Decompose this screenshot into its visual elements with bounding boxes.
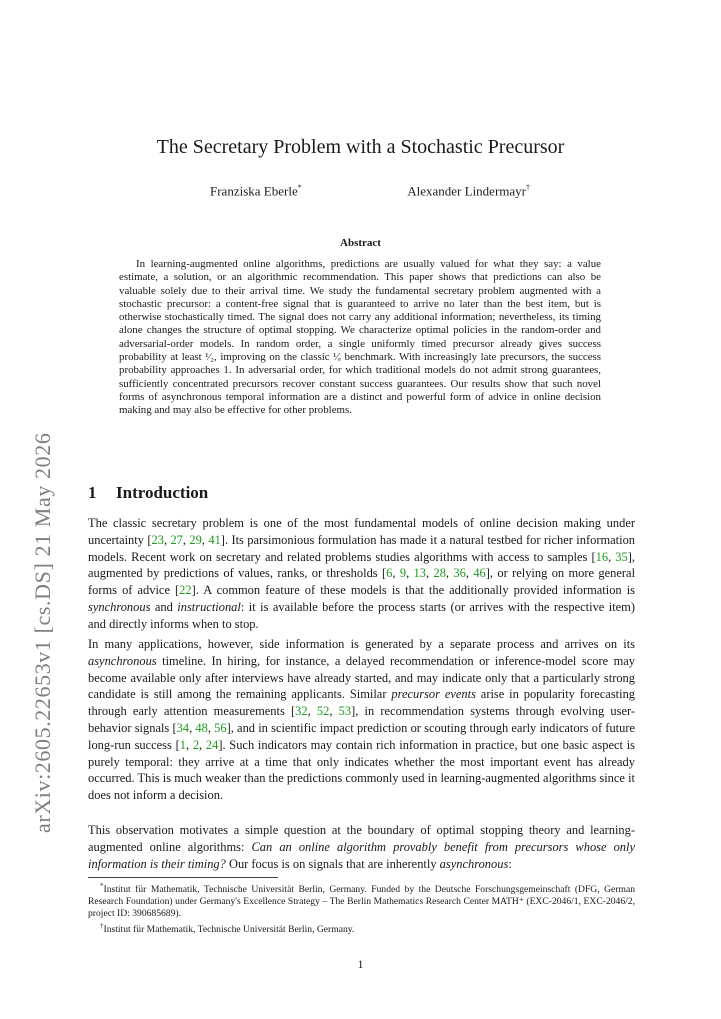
- text-run: ,: [207, 720, 215, 735]
- text-run: ,: [307, 704, 317, 719]
- text-run: arise in popularity forecasting through early attention measurements [: [88, 687, 636, 719]
- text-run: ,: [425, 566, 434, 581]
- emphasized-text: instructional: [177, 599, 241, 614]
- citation-link[interactable]: 48: [195, 720, 208, 735]
- abstract-heading: Abstract: [340, 237, 381, 249]
- paragraph: [88, 515, 635, 633]
- citation-link[interactable]: 35: [615, 549, 628, 564]
- page-number: 1: [357, 957, 364, 971]
- citation-link[interactable]: 24: [205, 737, 219, 752]
- footnote-rule: [88, 877, 278, 878]
- citation-link[interactable]: 22: [179, 583, 192, 598]
- text-run: : it is available before the process starts (or arrives with the respective item) and directly informs when to stop.: [88, 599, 635, 631]
- text-run: ,: [185, 737, 193, 752]
- text-run: ,: [392, 566, 400, 581]
- emphasized-text: precursor events: [391, 687, 476, 702]
- footnote: [88, 881, 635, 920]
- text-run: ]. A common feature of these models is that the additionally provided information is: [191, 583, 635, 598]
- citation-link[interactable]: 53: [338, 704, 352, 719]
- text-run: Our focus is on signals that are inherently: [225, 856, 440, 871]
- citation-link[interactable]: 34: [176, 720, 190, 735]
- paragraph: [88, 636, 635, 804]
- text-run: and: [150, 599, 178, 614]
- text-run: ,: [163, 532, 171, 547]
- citation-link[interactable]: 6: [386, 566, 393, 581]
- emphasized-text: asynchronous: [439, 856, 509, 871]
- citation-link[interactable]: 52: [316, 704, 330, 719]
- text-run: In many applications, however, side information is generated by a separate process and arrives on its: [88, 637, 635, 651]
- text-run: ], augmented by predictions of values, ranks, or thresholds [: [88, 549, 635, 581]
- footnote-mark: *: [100, 882, 104, 890]
- author-name: Alexander Lindermayr: [407, 183, 526, 199]
- text-run: ,: [201, 532, 209, 547]
- citation-link[interactable]: 23: [151, 532, 164, 547]
- text-run: ,: [199, 737, 206, 752]
- text-run: ], or relying on more general forms of advice [: [88, 566, 636, 598]
- paper-title: The Secretary Problem with a Stochastic Precursor: [156, 136, 565, 158]
- text-run: ], in recommendation systems through evolving user-behavior signals [: [88, 704, 636, 735]
- author-name: Franziska Eberle: [210, 183, 298, 199]
- author-list: [210, 183, 530, 199]
- text-run: ,: [182, 532, 190, 547]
- text-run: ], and in scientific impact prediction or scouting through early indicators of future long-run success [: [88, 720, 635, 752]
- section-number: 1: [88, 483, 97, 502]
- citation-link[interactable]: 28: [433, 566, 446, 581]
- text-run: ,: [608, 549, 616, 564]
- section-heading: [88, 483, 208, 503]
- text-run: The classic secretary problem is one of the most fundamental models of online decision making under uncertainty [: [88, 516, 635, 547]
- citation-link[interactable]: 29: [189, 532, 202, 547]
- text-run: ,: [445, 566, 454, 581]
- citation-link[interactable]: 1: [179, 737, 186, 752]
- citation-link[interactable]: 36: [453, 566, 466, 581]
- citation-link[interactable]: 2: [192, 737, 200, 752]
- emphasized-text: Can an online algorithm provably benefit from precursors whose only information is their timing?: [88, 839, 635, 871]
- author: [210, 183, 302, 199]
- paragraph: [88, 822, 635, 872]
- citation-link[interactable]: 9: [399, 566, 407, 581]
- text-run: ,: [465, 566, 474, 581]
- author-mark: †: [526, 183, 530, 192]
- text-run: ,: [189, 720, 196, 735]
- citation-link[interactable]: 27: [170, 532, 183, 547]
- citation-link[interactable]: 46: [473, 566, 486, 581]
- citation-link[interactable]: 32: [295, 704, 308, 719]
- footnote: [88, 921, 635, 936]
- author-mark: *: [297, 183, 302, 192]
- emphasized-text: asynchronous: [88, 653, 157, 668]
- citation-link[interactable]: 16: [595, 549, 609, 564]
- citation-link[interactable]: 56: [214, 720, 227, 735]
- footnote-mark: †: [100, 922, 104, 930]
- text-run: :: [508, 856, 512, 871]
- text-run: This observation motivates a simple question at the boundary of optimal stopping theory and learning-augmented online algorithms:: [88, 823, 635, 854]
- section-title: Introduction: [116, 483, 209, 502]
- citation-link[interactable]: 41: [208, 532, 221, 547]
- text-run: ,: [329, 704, 339, 719]
- text-run: ]. Its parsimonious formulation has made it a natural testbed for richer information models. Recent work on secretary and related problems studies algorithms with access to samples [: [88, 532, 636, 564]
- text-run: timeline. In hiring, for instance, a delayed recommendation or inference-model score may become available only after interviews have already started, and may indicate only that a particularly strong candidate is still among the remaining applicants. Similar: [88, 653, 635, 702]
- citation-link[interactable]: 13: [413, 566, 426, 581]
- footnote-text: Institut für Mathematik, Technische Universität Berlin, Germany.: [103, 924, 355, 936]
- arxiv-identifier: arXiv:2605.22653v1 [cs.DS] 21 May 2026: [30, 432, 55, 833]
- author: [407, 183, 530, 199]
- text-run: ]. Such indicators may contain rich information in practice, but one basic aspect is purely temporal: they arrive at a time that only indicates whether the most important event has already occurred. This is much weaker than the predictions commonly used in learning-augmented algorithms since it does not inform a decision.: [88, 737, 635, 803]
- abstract-text: In learning-augmented online algorithms, predictions are usually valued for what they say: a value estimate, a solution, or an algorithmic recommendation. This paper shows that predictions can also be valuable solely due to their arrival time. We study the fundamental secretary problem augmented with a stochastic precursor: a content-free signal that is guaranteed to arrive no later than the best item, but is otherwise stochastically timed. The signal does not carry any additional information; nevertheless, its timing alone changes the structure of optimal stopping. We characterize optimal policies in the random-order and adversarial-order models. In random order, a single uniformly timed precursor already gives success probability at least ¹⁄₂, improving on the classic ¹⁄ₑ benchmark. With increasingly late precursors, the success probability approaches 1. In adversarial order, for which traditional models do not admit strong guarantees, sufficiently concentrated precursors recover constant success guarantees. Our results show that such novel forms of asynchronous temporal information are a distinct and powerful form of advice in online decision making and may also be effective for other problems.: [119, 258, 601, 417]
- footnote-text: Institut für Mathematik, Technische Universität Berlin, Germany. Funded by the Deutsche Forschungsgemeinschaft (DFG, German Research Foundation) under Germany's Excellence Strategy – The Berlin Mathematics Research Center MATH⁺ (EXC-2046/1, EXC-2046/2, project ID: 390685689).: [88, 884, 635, 919]
- emphasized-text: synchronous: [88, 599, 151, 614]
- text-run: ,: [406, 566, 414, 581]
